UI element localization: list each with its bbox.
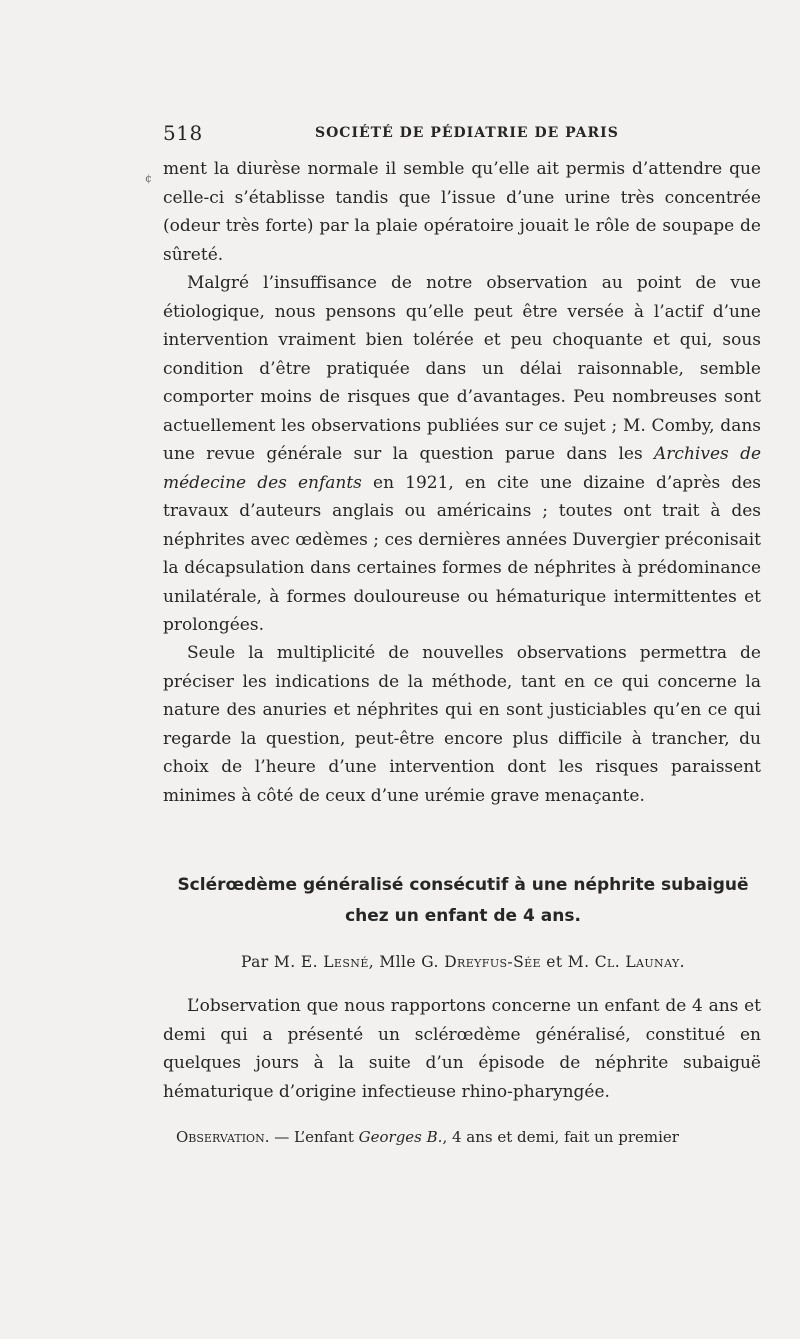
observation-rest: , 4 ans et demi, fait un premier xyxy=(442,1128,679,1146)
author-lesne: Lesné xyxy=(323,953,369,971)
authors-byline xyxy=(163,953,763,971)
section-title-line-1: Sclérœdème généralisé consécutif à une néphrite subaiguë xyxy=(177,875,749,895)
author-launay: Cl. Launay xyxy=(594,953,680,971)
author-dreyfus-see: Dreyfus-Sée xyxy=(444,953,541,971)
paragraph-intro: L’observation que nous rapportons concerne un enfant de 4 ans et demi qui a présenté un sclérœdème généralisé, constitué en quelques jours à la suite d’un épisode de néphrite subaiguë hématurique d’origine infectieuse rhino-pharyngée. xyxy=(163,996,761,1102)
section-title-line-2: chez un enfant de 4 ans. xyxy=(345,906,581,926)
byline-suffix: . xyxy=(679,953,685,971)
paragraph-conclusion: Seule la multiplicité de nouvelles observations permettra de préciser les indications de la méthode, tant en ce qui concerne la nature des anuries et néphrites qui en sont justiciables qu’en ce qui regarde la question, peut-être encore plus difficile à trancher, du choix de l’heure d’une intervention dont les risques paraissent minimes à côté de ceux d’une urémie grave menaçante. xyxy=(163,643,761,806)
paragraph-discussion xyxy=(163,269,761,640)
page-number: 518 xyxy=(163,121,203,145)
observation-dash: . — L’enfant xyxy=(264,1128,359,1146)
paragraph-discussion-text-2: en 1921, en cite une dizaine d’après des travaux d’auteurs anglais ou américains ; toutes ont trait à des néphrites avec œdèmes ; ces dernières années Duvergier préconisait la décapsulation dans certaines formes de néphrites à prédominance unilatérale, à formes douloureuse ou hématurique intermittentes et prolongées. xyxy=(163,472,761,635)
observation-label: Observation xyxy=(176,1128,265,1146)
byline-prefix: Par M. E. xyxy=(241,953,324,971)
stray-mark: ¢ xyxy=(145,172,152,185)
paragraph-discussion-text-1: Malgré l’insuffisance de notre observation au point de vue étiologique, nous pensons qu’elle peut être versée à l’actif d’une intervention vraiment bien tolérée et peu choquante et qui, sous condition d’être pratiquée dans un délai raisonnable, semble comporter moins de risques que d’avantages. Peu nombreuses sont actuellement les observations publiées sur ce sujet ; M. Comby, dans une revue générale sur la question parue dans les xyxy=(163,273,761,464)
page-header xyxy=(163,121,763,145)
paragraph-continuation: ment la diurèse normale il semble qu’elle ait permis d’attendre que celle-ci s’établisse tandis que l’issue d’une urine très concentrée (odeur très forte) par la plaie opératoire jouait le rôle de soupape de sûreté. xyxy=(163,159,761,265)
running-title: SOCIÉTÉ DE PÉDIATRIE DE PARIS xyxy=(315,125,619,141)
patient-name: Georges B. xyxy=(358,1128,443,1146)
observation-line xyxy=(176,1126,762,1148)
byline-mid-1: , Mlle G. xyxy=(368,953,445,971)
byline-mid-2: et M. xyxy=(540,953,595,971)
journal-title: Archives de médecine des enfants xyxy=(163,444,762,493)
